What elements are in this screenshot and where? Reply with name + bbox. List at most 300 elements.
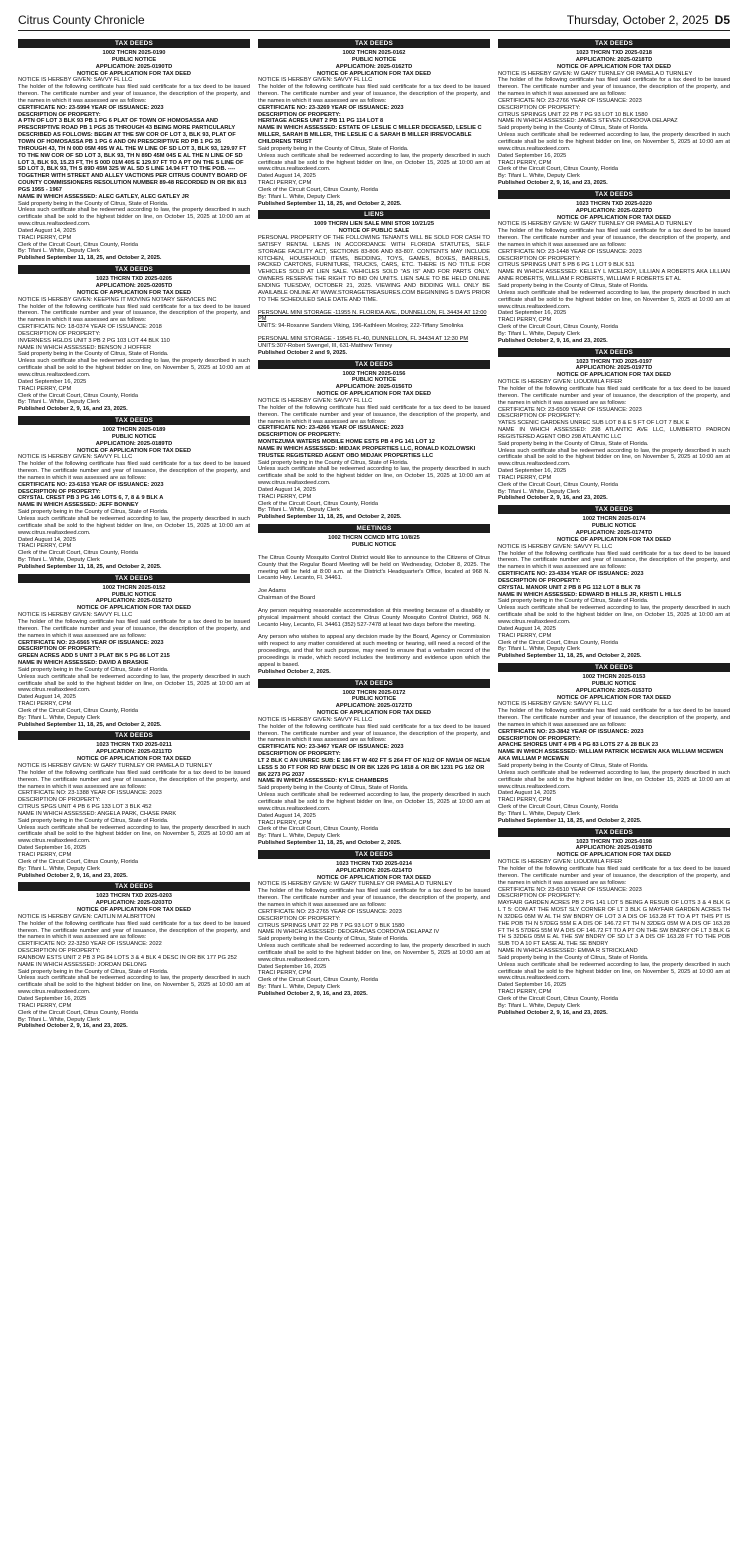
section-header: TAX DEEDS xyxy=(498,505,730,514)
notice-bold-text: Published September 11, 18, 25, and October 2, 2025. xyxy=(258,840,402,847)
notice-bold-text: DESCRIPTION OF PROPERTY: xyxy=(18,488,101,495)
notice-text: The holder of the following certificate has filed said certificate for a tax deed to be issued thereon. The certificate number and year of issuance, the description of the property, and the names in which it was assessed are as follows: xyxy=(258,888,490,908)
notice-bold-text: CERTIFICATE NO: 23-4266 YEAR OF ISSUANCE: 2023 xyxy=(258,425,404,432)
notice-text: NOTICE IS HEREBY GIVEN: W GARY TURNLEY OR PAMELA D TURNLEY xyxy=(498,70,693,77)
notice-heading: 1002 THCRN 2025-0174 xyxy=(582,516,646,523)
notice-text: TRACI PERRY, CPM xyxy=(498,317,552,324)
notice-text: By: Tifani L. White, Deputy Clerk xyxy=(498,810,580,817)
notice-text: Unless such certificate shall be redeemed according to law, the property described in such certificate shall be sold to the highest bidder on line, on October 15, 2025 at 10:00 am at www.citrus.realtaxdeed.com. xyxy=(18,207,250,228)
notice-text: The holder of the following certificate has filed said certificate for a tax deed to be issued thereon. The certificate number and year of issuance, the description of the property, and the names in which it was assessed are as follows: xyxy=(18,618,250,639)
notice-heading: PUBLIC NOTICE xyxy=(591,680,637,687)
notice-text: The holder of the following certificate has filed said certificate for a tax deed to be issued thereon. The certificate number and year of issuance, the description of the property, and the names in which it was assessed are as follows: xyxy=(18,769,250,790)
notice-text: Clerk of the Circuit Court, Citrus County, Florida xyxy=(18,550,139,557)
notice-text: Unless such certificate shall be redeemed according to law, the property described in such certificate shall be sold to the highest bidder on line, on November 5, 2025 at 10:00 am at www.citrus.realtaxdeed.com. xyxy=(18,824,250,845)
section-header: TAX DEEDS xyxy=(18,731,250,740)
notice-underlined-text: PERSONAL MINI STORAGE -11955 N. FLORIDA AVE., DUNNELLON, FL 34434 AT 12:00 PM xyxy=(258,309,487,323)
notice-text: YATES SCENIC GARDENS UNREC SUB LOT 8 & E 5 FT OF LOT 7 BLK E xyxy=(498,420,690,427)
notice-text: Unless such certificate shall be redeemed according to law, the property described in such certificate shall be sold to the highest bidder on line, on October 15, 2025 at 10:00 am at www.citrus.realtaxdeed.com. xyxy=(258,466,490,487)
notice-text: The holder of the following certificate has filed said certificate for a tax deed to be issued thereon. The certificate number and year of issuance, the description of the property, and the names in which it was assessed are as follows: xyxy=(18,461,250,481)
notice-text: CITRUS SPRINGS UNIT 22 PB 7 PG 93 LOT 9 BLK 1580 xyxy=(258,922,405,929)
notice-text: Dated September 16, 2025 xyxy=(18,996,87,1002)
notice-heading: PUBLIC NOTICE xyxy=(591,523,637,530)
notice-text: NOTICE IS HEREBY GIVEN: SAVVY FL LLC xyxy=(18,454,133,461)
notice-text: DESCRIPTION OF PROPERTY: xyxy=(498,255,581,262)
notice-heading: PUBLIC NOTICE xyxy=(351,377,397,384)
notice-text: By: Tifani L. White, Deputy Clerk xyxy=(18,399,100,406)
notice-heading: PUBLIC NOTICE xyxy=(351,56,397,63)
notice-text: Clerk of the Circuit Court, Citrus County, Florida xyxy=(18,858,139,865)
notice-text: Clerk of the Circuit Court, Citrus County, Florida xyxy=(498,804,619,811)
notice-bold-text: CRYSTAL MANOR UNIT 2 PB 8 PG 112 LOT 8 BLK 78 xyxy=(498,584,641,591)
notice-text: NAME IN WHICH ASSESSED: JAMES STEVEN CORDOVA DELAPAZ xyxy=(498,118,678,125)
notice-text: NOTICE IS HEREBY GIVEN: SAVVY FL LLC xyxy=(498,701,613,708)
section-header: TAX DEEDS xyxy=(18,416,250,425)
notice-text: CERTIFICATE NO: 23-2766 YEAR OF ISSUANCE: 2023 xyxy=(498,97,642,104)
notice-text: NOTICE IS HEREBY GIVEN: SAVVY FL LLC xyxy=(258,397,373,404)
notice-text: CITRUS SPRINGS UNIT 5 PB 6 PG 1 LOT 9 BLK 511 xyxy=(498,262,635,269)
notice-heading: 1023 THCRN TXD 2025-0203 xyxy=(96,893,172,900)
notice-heading: NOTICE OF APPLICATION FOR TAX DEED xyxy=(77,756,191,763)
notice-heading: NOTICE OF APPLICATION FOR TAX DEED xyxy=(557,536,671,543)
notice-text: CITRUS SPGS UNIT 4 PB 6 PG 133 LOT 3 BLK 452 xyxy=(18,804,152,811)
notice-heading: APPLICATION: 2025-0218TD xyxy=(575,56,653,63)
notice-bold-text: Published September 11, 18, 25, and October 2, 2025. xyxy=(18,721,162,728)
notice-heading: NOTICE OF APPLICATION FOR TAX DEED xyxy=(77,289,191,296)
notice-text: Unless such certificate shall be redeemed according to law, the property described in such certificate shall be sold to the highest bidder on line, on October 15, 2025 at 10:00 am at www.citrus.realtaxdeed.com. xyxy=(18,516,250,536)
notice-bold-text: Published October 2, 9, 16, and 23, 2025. xyxy=(18,406,128,413)
section-header: TAX DEEDS xyxy=(18,574,250,583)
section-header: TAX DEEDS xyxy=(18,265,250,274)
notice-heading: APPLICATION: 2025-0190TD xyxy=(95,63,173,70)
notice-heading: NOTICE OF PUBLIC SALE xyxy=(338,228,410,235)
notice-text: Clerk of the Circuit Court, Citrus County, Florida xyxy=(18,241,139,248)
notice-text: NOTICE IS HEREBY GIVEN: SAVVY FL LLC xyxy=(498,543,613,550)
notice-bold-text: Published October 2, 2025. xyxy=(258,668,331,675)
notice-text: Unless such certificate shall be redeemed according to law, the property described in such certificate shall be sold to the highest bidder on line, on November 5, 2025 at 10:00 am at www.citrus.realtaxdeed.com. xyxy=(498,289,730,310)
notice-text: NAME IN WHICH ASSESSED: BENSON J HOFFER xyxy=(18,344,152,351)
notice-text: TRACI PERRY, CPM xyxy=(498,632,552,639)
notice-bold-text: A PTN OF LOT 3 BLK 93 PB 1 PG 6 PLAT OF TOWN OF HOMOSASSA AND PRESCRIPTIVE ROAD PB 1 PGS 35 THROUGH 43 BEING MORE PARTICULARLY DESCRIBED AS FOLLOWS: BEGIN AT THE SW COR OF LOT 3, BLK 93, PLAT OF TOWN OF HOMOSASSA PB 1 PG 6 AND ON PRESCRIPTIVE RD PB 1 PG 35 THROUGH 43, TH N 00D 05M 49S W AL THE W LINE OF SD LOT 3, BLK 93, 129.97 FT TO THE NW COR OF SD LOT 3, BLK 93, TH N 89D 45M 04S E AL THE N LINE OF SD LOT 3, BLK 93, 15.23 FT, TH S 00D 01M 40S E 129.97 FT TO A PT ON THE S LINE OF SD LOT 3, BLK 93, TH S 89D 45M 32S W AL SD S LINE 14.94 FT TO THE POB. ---- TOGETHER WITH STREET AND ALLEY VACTIONS PER CITRUS COUNTY BOARD OF COUNTY COMMISSIONERS RESOLUTION NUMBER 89-48 RECORDED IN OR BK 813 PGS 1955 - 1967 xyxy=(18,118,248,193)
notice-text: TRACI PERRY, CPM xyxy=(18,701,72,708)
notice-bold-text: CERTIFICATE NO: 23-6565 YEAR OF ISSUANCE: 2023 xyxy=(18,639,164,646)
notice-heading: APPLICATION: 2025-0220TD xyxy=(575,207,653,214)
notice-text: Dated September 16, 2025 xyxy=(498,310,567,317)
notice-text: Clerk of the Circuit Court, Citrus County, Florida xyxy=(18,392,139,399)
notice-heading: NOTICE OF APPLICATION FOR TAX DEED xyxy=(557,214,671,221)
notice-text: NOTICE IS HEREBY GIVEN: LIOUDMILA FIFER xyxy=(498,379,623,386)
notice-heading: 1002 THCRN CCMCD MTG 10/8/25 xyxy=(328,535,420,542)
notice-text: Any person requiring reasonable accommodation at this meeting because of a disability or physical impairment should contact the Citrus County Mosquito Control District, 968 N. Lecanto Hwy, Lecanto, Fl. 34461 (352) 527-7478 at least two days before the meeting. xyxy=(258,607,490,628)
notice-text: The holder of the following certificate has filed said certificate for a tax deed to be issued thereon. The certificate number and year of issuance, the description of the property, and the names in which it was assessed are as follows: xyxy=(498,77,730,98)
notice-text: Said property being in the County of Citrus, State of Florida. xyxy=(258,145,409,152)
notice-text: DESCRIPTION OF PROPERTY: xyxy=(498,104,581,111)
notice-text: Unless such certificate shall be redeemed according to law, the property described in such certificate shall be sold to the highest bidder on line, on November 5, 2025 at 10:00 am at www.citrus.realtaxdeed.com. xyxy=(18,975,250,996)
notice-text: CERTIFICATE NO: 23-1448 YEAR OF ISSUANCE: 2023 xyxy=(498,248,642,255)
notice-text: Dated August 14, 2025 xyxy=(18,694,76,701)
notice-text: TRACI PERRY, CPM xyxy=(18,385,72,392)
notice-text: By: Tifani L. White, Deputy Clerk xyxy=(18,1016,100,1023)
notice-heading: NOTICE OF APPLICATION FOR TAX DEED xyxy=(77,70,191,77)
notice-bold-text: Published September 11, 18, 25, and October 2, 2025. xyxy=(18,563,162,570)
notice-text: Said property being in the County of Citrus, State of Florida. xyxy=(498,598,649,605)
notice-text: By: Tifani L. White, Deputy Clerk xyxy=(498,1002,580,1009)
notice-text: UNITS:307-Robert Swengel, III, 631-Matthew Tenney xyxy=(258,342,393,349)
notice-heading: APPLICATION: 2025-0152TD xyxy=(95,598,173,605)
notice-bold-text: NAME IN WHICH ASSESSED: KYLE CHAMBERS xyxy=(258,778,389,785)
masthead-right xyxy=(567,13,730,27)
notice-text: RAINBOW ESTS UNIT 2 PB 3 PG 84 LOTS 3 & 4 BLK 4 DESC IN OR BK 177 PG 252 xyxy=(18,954,237,961)
notice-bold-text: Published October 2, 9, 16, and 23, 2025. xyxy=(498,495,608,502)
notice-bold-text: LT 2 BLK C AN UNREC SUB: E 186 FT W 402 FT S 264 FT OF N1/2 OF NW1/4 OF NE1/4 LESS S 30 FT FOR RD R/W DESC IN OR BK 1226 PG 1818 & OR BK 1231 PG 162 OR BK 2273 PG 2037 xyxy=(258,757,490,778)
notice-heading: 1023 THCRN TXD 2025-0198 xyxy=(576,838,652,845)
notice-text: Unless such certificate shall be redeemed according to law, the property described in such certificate shall be sold to the highest bidder on line, on November 5, 2025 at 10:00 am at www.citrus.realtaxdeed.com. xyxy=(498,132,730,152)
notice-text: Said property being in the County of Citrus, State of Florida. xyxy=(18,351,169,358)
notice-text: By: Tifani L. White, Deputy Clerk xyxy=(498,330,580,337)
notice-heading: NOTICE OF APPLICATION FOR TAX DEED xyxy=(77,605,191,612)
notice-text: By: Tifani L. White, Deputy Clerk xyxy=(258,833,340,840)
notice-bold-text: DESCRIPTION OF PROPERTY: xyxy=(498,577,581,584)
notice-text: Dated September 16, 2025 xyxy=(498,982,567,989)
notice-text: Clerk of the Circuit Court, Citrus County, Florida xyxy=(498,324,619,331)
section-header: TAX DEEDS xyxy=(258,39,490,48)
notice-text: CERTIFICATE NO: 22-3250 YEAR OF ISSUANCE: 2022 xyxy=(18,941,162,948)
notice-text: NOTICE IS HEREBY GIVEN: SAVVY FL LLC xyxy=(18,77,133,84)
notice-text: The holder of the following certificate has filed said certificate for a tax deed to be issued thereon. The certificate number and year of issuance, the description of the property, and the names in which it was assessed are as follows: xyxy=(18,920,250,941)
notice-heading: APPLICATION: 2025-0172TD xyxy=(335,703,413,710)
notice-text: Clerk of the Circuit Court, Citrus County, Florida xyxy=(18,707,139,714)
notice-heading: NOTICE OF APPLICATION FOR TAX DEED xyxy=(317,70,431,77)
notice-text: The Citrus County Mosquito Control District would like to announce to the Citizens of Citrus County that the Regular Board Meeting will be held on Wednesday, October 8, 2025. The meeting will be held at 8:00 a.m. at the District's Headquarter's Office, located at 968 N. Lecanto Hwy. Lecanto, Fl. 34461. xyxy=(258,554,490,582)
notice-text: NAME IN WHICH ASSESSED: EMMA R STRICKLAND xyxy=(498,948,638,955)
notice-text: Dated September 16, 2025 xyxy=(18,845,87,852)
notice-bold-text: DESCRIPTION OF PROPERTY: xyxy=(258,111,341,118)
notice-text: NOTICE IS HEREBY GIVEN: SAVVY FL LLC xyxy=(258,77,373,84)
notice-text: Said property being in the County of Citrus, State of Florida. xyxy=(498,440,649,447)
notice-heading: 1002 THCRN 2025-0162 xyxy=(342,50,406,56)
notice-bold-text: Published October 2 and 9, 2025. xyxy=(258,349,348,356)
notice-bold-text: DESCRIPTION OF PROPERTY: xyxy=(258,751,341,758)
notice-text: TRACI PERRY, CPM xyxy=(18,543,72,550)
notice-text: Clerk of the Circuit Court, Citrus County, Florida xyxy=(498,996,619,1002)
notice-bold-text: DESCRIPTION OF PROPERTY: xyxy=(498,735,581,742)
notice-text: NAME IN WHICH ASSESSED: KELLEY L MCELROY, LILLIAN A ROBERTS AKA LILLIAN ANNE ROBERTS, WILLIAM F ROBERTS, WILLIAM F ROBERTS ET AL xyxy=(498,269,730,283)
notice-text: Unless such certificate shall be redeemed according to law, the property described in such certificate shall be sold to the highest bidder on line, on November 5, 2025 at 10:00 am at www.citrus.realtaxdeed.com. xyxy=(498,961,730,982)
notice-text: TRACI PERRY, CPM xyxy=(18,851,72,858)
notice-text: UNITS: 94-Roxanne Sanders Viking, 196-Kathleen Mcelroy, 222-Tiffany Smolinka xyxy=(258,323,464,330)
notice-text: TRACI PERRY, CPM xyxy=(18,234,72,241)
legal-notices-column-1 xyxy=(18,36,250,1536)
notice-heading: 1002 THCRN 2025-0156 xyxy=(342,370,406,377)
notice-text: The holder of the following certificate has filed said certificate for a tax deed to be issued thereon. The certificate number and year of issuance, the description of the property, and the names in which it was assessed are as follows: xyxy=(258,84,490,104)
notice-text: By: Tifani L. White, Deputy Clerk xyxy=(498,173,580,180)
section-header: TAX DEEDS xyxy=(258,360,490,369)
notice-text: TRACI PERRY, CPM xyxy=(498,989,552,996)
notice-text: DESCRIPTION OF PROPERTY: xyxy=(18,948,101,955)
notice-text: Dated August 14, 2025 xyxy=(258,486,316,493)
section-header: MEETINGS xyxy=(258,524,490,533)
notice-bold-text: CERTIFICATE NO: 23-3269 YEAR OF ISSUANCE: 2023 xyxy=(258,104,404,111)
section-header: TAX DEEDS xyxy=(498,663,730,672)
legal-notices-column-3 xyxy=(498,36,730,1536)
notice-heading: APPLICATION: 2025-0214TD xyxy=(335,867,413,874)
notice-text: TRACI PERRY, CPM xyxy=(498,474,552,481)
notice-text: NOTICE IS HEREBY GIVEN: KEEPING IT MOVING NOTARY SERVICES INC xyxy=(18,296,217,303)
notice-text: DESCRIPTION OF PROPERTY: xyxy=(258,915,341,922)
notice-text: Unless such certificate shall be redeemed according to law, the property described in such certificate shall be sold to the highest bidder on line, on November 5, 2025 at 10:00 am at www.citrus.realtaxdeed.com. xyxy=(498,447,730,468)
notice-heading: PUBLIC NOTICE xyxy=(351,542,397,548)
notice-text: Joe Adams xyxy=(258,588,287,595)
notice-heading: NOTICE OF APPLICATION FOR TAX DEED xyxy=(557,852,671,859)
notice-text: DESCRIPTION OF PROPERTY: xyxy=(498,893,581,900)
notice-text: Clerk of the Circuit Court, Citrus County, Florida xyxy=(498,166,619,173)
notice-text: Said property being in the County of Citrus, State of Florida. xyxy=(498,283,649,289)
notice-heading: PUBLIC NOTICE xyxy=(111,591,157,598)
notice-bold-text: CRYSTAL CREST PB 3 PG 146 LOTS 6, 7, 8 & 9 BLK A xyxy=(18,495,164,502)
notice-bold-text: APACHE SHORES UNIT 4 PB 4 PG 83 LOTS 27 & 28 BLK 23 xyxy=(498,742,659,749)
notice-heading: APPLICATION: 2025-0211TD xyxy=(95,749,173,756)
notice-text: INVERNESS HGLDS UNIT 3 PB 2 PG 103 LOT 44 BLK 110 xyxy=(18,337,170,344)
section-header: TAX DEEDS xyxy=(498,190,730,199)
notice-text: CITRUS SPRINGS UNIT 22 PB 7 PG 93 LOT 10 BLK 1580 xyxy=(498,111,648,118)
notice-text: Unless such certificate shall be redeemed according to law, the property described in such certificate shall be sold to the highest bidder on line, on October 15, 2025 at 10:00 am at www.citrus.realtaxdeed.com. xyxy=(258,152,490,173)
notice-text: CERTIFICATE NO: 23-1388 YEAR OF ISSUANCE: 2023 xyxy=(18,790,162,797)
notice-heading: 1002 THCRN 2025-0190 xyxy=(102,50,166,56)
notice-bold-text: Published October 2, 9, 16, and 23, 2025. xyxy=(18,1023,128,1030)
notice-text: The holder of the following certificate has filed said certificate for a tax deed to be issued thereon. The certificate number and year of issuance, the description of the property, and the names in which it was assessed are as follows: xyxy=(18,84,250,104)
page-masthead xyxy=(18,12,730,31)
section-header: TAX DEEDS xyxy=(258,850,490,859)
notice-text: Clerk of the Circuit Court, Citrus County, Florida xyxy=(258,186,379,193)
notice-text: Unless such certificate shall be redeemed according to law, the property described in such certificate shall be sold to the highest bidder on line, on November 5, 2025 at 10:00 am at www.citrus.realtaxdeed.com. xyxy=(258,943,490,963)
notice-text: By: Tifani L. White, Deputy Clerk xyxy=(258,193,340,200)
notice-text: TRACI PERRY, CPM xyxy=(258,493,312,500)
notice-text: CERTIFICATE NO: 23-2765 YEAR OF ISSUANCE: 2023 xyxy=(258,908,402,915)
notice-heading: 1023 THCRN TXD 2025-0197 xyxy=(576,358,652,365)
notice-bold-text: CERTIFICATE NO: 23-5994 YEAR OF ISSUANCE: 2023 xyxy=(18,104,164,111)
notice-text: Dated September 16, 2025 xyxy=(258,963,327,970)
notice-text: TRACI PERRY, CPM xyxy=(498,159,552,166)
notice-text: PERSONAL PROPERTY OF THE FOLLOWING TENANTS WILL BE SOLD FOR CASH TO SATISFY RENTAL LIENS IN ACCORDANCE WITH FLORIDA STATUTES, SELF STORAGE FACILITY ACT, SECTIONS 83-806 AND 83-807. CONTENTS MAY INCLUDE KITCHEN, HOUSEHOLD ITEMS, BEDDING, TOYS, GAMES, BOXES, BARRELS, PACKED CARTONS, FURNITURE, TRUCKS, CARS, ETC. THERE IS NO TITLE FOR VEHICLES SOLD AT LIEN SALE. VEHICLES SOLD "AS IS" AND FOR PARTS ONLY. OWNERS RESERVE THE RIGHT TO BID ON UNITS. LIEN SALE TO BE HELD ONLINE ENDING TUESDAY, OCTOBER 21, 2025. VIEWING AND BIDDING WILL ONLY BE AVAILABLE ONLINE AT WWW.STORAGETREASURES.COM BEGINNING 5 DAYS PRIOR TO THE SCHEDULED SALE DATE AND TIME. xyxy=(258,235,490,303)
notice-heading: APPLICATION: 2025-0162TD xyxy=(335,63,413,70)
notice-text: Said property being in the County of Citrus, State of Florida. xyxy=(18,509,169,516)
notice-text: TRACI PERRY, CPM xyxy=(18,1002,72,1009)
notice-text: The holder of the following certificate has filed said certificate for a tax deed to be issued thereon. The certificate number and year of issuance, the description of the property, and the names in which it was assessed are as follows: xyxy=(498,865,730,886)
section-header: TAX DEEDS xyxy=(18,39,250,48)
notice-text: The holder of the following certificate has filed said certificate for a tax deed to be issued thereon. The certificate number and year of issuance, the description of the property, and the names in which it was assessed are as follows: xyxy=(258,404,490,425)
notice-bold-text: HERITAGE ACRES UNIT 2 PB 11 PG 114 LOT 8 xyxy=(258,118,384,125)
notice-text: Dated August 14, 2025 xyxy=(258,812,316,819)
notice-bold-text: DESCRIPTION OF PROPERTY: xyxy=(258,432,341,439)
notice-bold-text: CERTIFICATE NO: 23-6153 YEAR OF ISSUANCE: 2023 xyxy=(18,481,164,488)
notice-text: By: Tifani L. White, Deputy Clerk xyxy=(258,507,340,514)
notice-text: Said property being in the County of Citrus, State of Florida. xyxy=(258,459,409,466)
legal-notices-column-2 xyxy=(258,36,490,1536)
notice-heading: NOTICE OF APPLICATION FOR TAX DEED xyxy=(557,63,671,70)
notice-text: Clerk of the Circuit Court, Citrus County, Florida xyxy=(498,639,619,646)
notice-heading: PUBLIC NOTICE xyxy=(111,56,157,63)
notice-text: CERTIFICATE NO: 23-6510 YEAR OF ISSUANCE: 2023 xyxy=(498,886,642,893)
notice-text: Dated August 14, 2025 xyxy=(498,790,556,797)
notice-heading: 1002 THCRN 2025-0172 xyxy=(342,689,406,696)
notice-text: By: Tifani L. White, Deputy Clerk xyxy=(18,714,100,721)
notice-text: Unless such certificate shall be redeemed according to law, the property described in such certificate shall be sold to the highest bidder on line, on October 15, 2025 at 10:00 am at www.citrus.realtaxdeed.com. xyxy=(18,673,250,694)
notice-heading: 1023 THCRN TXD 2025-0205 xyxy=(96,276,172,283)
notice-text: Dated September 16, 2025 xyxy=(498,152,567,159)
notice-heading: 1023 THCRN TXD 2025-0218 xyxy=(576,50,652,56)
notice-heading: PUBLIC NOTICE xyxy=(111,433,157,440)
notice-text: NAME IN WHICH ASSESSED: DEOGRACIAS CORDOVA DELAPAZ IV xyxy=(258,929,440,936)
notice-text: CERTIFICATE NO: 18-0374 YEAR OF ISSUANCE: 2018 xyxy=(18,324,162,331)
notice-text: Said property being in the County of Citrus, State of Florida. xyxy=(18,968,169,975)
issue-date: Thursday, October 2, 2025 xyxy=(566,13,709,27)
notice-text: Clerk of the Circuit Court, Citrus County, Florida xyxy=(498,481,619,488)
notice-text: Said property being in the County of Citrus, State of Florida. xyxy=(18,817,169,824)
newspaper-name: Citrus County Chronicle xyxy=(18,13,145,27)
notice-text: TRACI PERRY, CPM xyxy=(498,797,552,804)
notice-text: NOTICE IS HEREBY GIVEN: SAVVY FL LLC xyxy=(258,716,373,723)
notice-bold-text: Published October 2, 9, 16, and 23, 2025. xyxy=(258,990,368,997)
notice-text: TRACI PERRY, CPM xyxy=(258,819,312,826)
notice-heading: NOTICE OF APPLICATION FOR TAX DEED xyxy=(317,391,431,398)
notice-text: NAME IN WHICH ASSESSED: ANGELA PARK, CHASE PARK xyxy=(18,810,177,817)
notice-heading: APPLICATION: 2025-0189TD xyxy=(95,440,173,447)
notice-text: Clerk of the Circuit Court, Citrus County, Florida xyxy=(18,1009,139,1016)
notice-heading: 1023 THCRN TXD 2025-0214 xyxy=(336,860,412,867)
notice-text: NAME IN WHICH ASSESSED: 298 ATLANTIC AVE LLC, LUMBERTO PADRON REGISTERED AGENT OBO 298 ATLANTIC LLC xyxy=(498,427,730,440)
notice-text: NAME IN WHICH ASSESSED: JORDAN DELONG xyxy=(18,961,147,968)
notice-text: NOTICE IS HEREBY GIVEN: LIOUDMILA FIFER xyxy=(498,859,623,866)
notice-text: DESCRIPTION OF PROPERTY: xyxy=(498,413,581,420)
notice-heading: 1002 THCRN 2025-0153 xyxy=(582,674,646,681)
section-header: TAX DEEDS xyxy=(258,679,490,688)
notice-text: Dated August 14, 2025 xyxy=(498,625,556,632)
notice-text: TRACI PERRY, CPM xyxy=(258,970,312,977)
notice-text: TRACI PERRY, CPM xyxy=(258,180,312,187)
notice-underlined-text: PERSONAL MINI STORAGE - 19545 FL-40, DUNNELLON, FL 34434 AT 12:30 PM xyxy=(258,336,469,343)
notice-heading: APPLICATION: 2025-0197TD xyxy=(575,365,653,372)
notice-text: By: Tifani L. White, Deputy Clerk xyxy=(498,646,580,653)
notice-bold-text: Published September 11, 18, 25, and October 2, 2025. xyxy=(498,653,642,660)
notice-text: Said property being in the County of Citrus, State of Florida. xyxy=(258,936,409,943)
notice-text: Unless such certificate shall be redeemed according to law, the property described in such certificate shall be sold to the highest bidder on line, on October 15, 2025 at 10:00 am at www.citrus.realtaxdeed.com. xyxy=(498,605,730,625)
section-header: TAX DEEDS xyxy=(18,882,250,891)
section-header: LIENS xyxy=(258,210,490,219)
notice-text: The holder of the following certificate has filed said certificate for a tax deed to be issued thereon. The certificate number and year of issuance, the description of the property, and the names in which it was assessed are as follows: xyxy=(18,303,250,324)
notice-bold-text: Published September 11, 18, 25, and October 2, 2025. xyxy=(18,255,162,262)
notice-heading: APPLICATION: 2025-0203TD xyxy=(95,900,173,907)
notice-bold-text: Published October 2, 9, 16, and 23, 2025. xyxy=(498,180,608,187)
notice-bold-text: NAME IN WHICH ASSESSED: MIDJAK PROPERTIES LLC, RONALD KOZLOWSKI TRUSTEE REGISTERED AGENT OBO MIDJAK PROPERTIES LLC xyxy=(258,445,476,459)
notice-text: Dated September 16, 2025 xyxy=(498,468,567,475)
notice-bold-text: CERTIFICATE NO: 23-3842 YEAR OF ISSUANCE: 2023 xyxy=(498,728,644,735)
notice-heading: 1002 THCRN 2025-0189 xyxy=(102,427,166,434)
notice-heading: 1002 THCRN 2025-0152 xyxy=(102,584,166,591)
notice-text: By: Tifani L. White, Deputy Clerk xyxy=(18,865,100,872)
notice-bold-text: MONTEZUMA WATERS MOBILE HOME ESTS PB 4 PG 141 LOT 12 xyxy=(258,439,435,446)
notice-bold-text: NAME IN WHICH ASSESSED: JEFF BONNEY xyxy=(18,502,139,509)
page-number: D5 xyxy=(714,13,730,27)
notice-text: Clerk of the Circuit Court, Citrus County, Florida xyxy=(258,826,379,833)
notice-text: Said property being in the County of Citrus, State of Florida. xyxy=(498,763,649,769)
notice-text: NOTICE IS HEREBY GIVEN: SAVVY FL LLC xyxy=(18,612,133,619)
notice-heading: NOTICE OF APPLICATION FOR TAX DEED xyxy=(317,710,431,717)
notice-text: CERTIFICATE NO: 23-6509 YEAR OF ISSUANCE: 2023 xyxy=(498,406,642,413)
notice-text: Said property being in the County of Citrus, State of Florida. xyxy=(18,200,169,207)
notice-heading: NOTICE OF APPLICATION FOR TAX DEED xyxy=(557,694,671,701)
notice-text: NOTICE IS HEREBY GIVEN: W GARY TURNLEY OR PAMELA D TURNLEY xyxy=(258,881,453,888)
notice-text: By: Tifani L. White, Deputy Clerk xyxy=(18,248,100,255)
section-header: TAX DEEDS xyxy=(498,828,730,837)
notice-heading: 1023 THCRN TXD 2025-0220 xyxy=(576,200,652,207)
notice-text: The holder of the following certificate has filed said certificate for a tax deed to be issued thereon. The certificate number and year of issuance, the description of the property, and the names in which it was assessed are as follows: xyxy=(498,708,730,728)
notice-heading: APPLICATION: 2025-0174TD xyxy=(575,530,653,536)
notice-bold-text: Published October 2, 9, 16, and 23, 2025. xyxy=(498,1009,608,1016)
notice-text: NOTICE IS HEREBY GIVEN: CAITLIN M ALBRITTON xyxy=(18,913,155,920)
notice-text: NOTICE IS HEREBY GIVEN: W GARY TURNLEY OR PAMELA D TURNLEY xyxy=(18,763,213,769)
notice-text: The holder of the following certificate has filed said certificate for a tax deed to be issued thereon. The certificate number and year of issuance, the description of the property, and the names in which it was assessed are as follows: xyxy=(258,723,490,744)
notice-text: Said property being in the County of Citrus, State of Florida. xyxy=(498,954,649,961)
notice-text: NOTICE IS HEREBY GIVEN: W GARY TURNLEY OR PAMELA D TURNLEY xyxy=(498,221,693,228)
notice-text: Said property being in the County of Citrus, State of Florida. xyxy=(498,125,649,132)
notice-bold-text: NAME IN WHICH ASSESSED: WILLIAM PATRICK MCEWEN AKA WILLIAM MCEWEN AKA WILLIAM P MCEWEN xyxy=(498,749,724,763)
notice-heading: PUBLIC NOTICE xyxy=(351,696,397,703)
notice-bold-text: Published September 11, 18, 25, and October 2, 2025. xyxy=(258,200,402,207)
notice-bold-text: NAME IN WHICH ASSESSED: EDWARD B HILLS JR, KRISTI L HILLS xyxy=(498,591,682,598)
notice-heading: APPLICATION: 2025-0153TD xyxy=(575,687,653,694)
notice-text: DESCRIPTION OF PROPERTY: xyxy=(18,797,101,804)
notice-bold-text: Published October 2, 9, 16, and 23, 2025. xyxy=(498,337,608,344)
notice-heading: 1009 THCRN LIEN SALE MINI STOR 10/21/25 xyxy=(313,221,434,228)
notice-bold-text: Published September 11, 18, 25, and October 2, 2025. xyxy=(258,514,402,521)
notice-bold-text: Published October 2, 9, 16, and 23, 2025. xyxy=(18,872,128,879)
notice-text: Said property being in the County of Citrus, State of Florida. xyxy=(18,666,169,673)
notice-heading: NOTICE OF APPLICATION FOR TAX DEED xyxy=(77,447,191,454)
notice-heading: APPLICATION: 2025-0198TD xyxy=(575,845,653,852)
notice-heading: 1023 THCRN TXD 2025-0211 xyxy=(96,742,172,749)
notice-bold-text: CERTIFICATE NO: 23-4334 YEAR OF ISSUANCE: 2023 xyxy=(498,571,644,578)
notice-text: Dated September 16, 2025 xyxy=(18,378,87,385)
notice-text: By: Tifani L. White, Deputy Clerk xyxy=(258,984,340,991)
notice-heading: NOTICE OF APPLICATION FOR TAX DEED xyxy=(77,907,191,914)
notice-bold-text: NAME IN WHICH ASSESSED: DAVID A BRASKIE xyxy=(18,660,149,667)
notice-heading: APPLICATION: 2025-0205TD xyxy=(95,283,173,289)
notice-bold-text: CERTIFICATE NO: 23-3467 YEAR OF ISSUANCE: 2023 xyxy=(258,744,404,751)
section-header: TAX DEEDS xyxy=(498,348,730,357)
notice-text: Clerk of the Circuit Court, Citrus County, Florida xyxy=(258,500,379,507)
section-header: TAX DEEDS xyxy=(498,39,730,48)
notice-text: DESCRIPTION OF PROPERTY: xyxy=(18,330,101,337)
notice-text: Dated August 14, 2025 xyxy=(18,536,76,543)
notice-bold-text: DESCRIPTION OF PROPERTY: xyxy=(18,111,101,118)
notice-text: Dated August 14, 2025 xyxy=(258,173,316,180)
notice-text: By: Tifani L. White, Deputy Clerk xyxy=(18,557,100,564)
notice-text: By: Tifani L. White, Deputy Clerk xyxy=(498,488,580,495)
notice-bold-text: NAME IN WHICH ASSESSED: ALEC GATLEY, ALEC GATLEY JR xyxy=(18,193,189,200)
notice-text: Unless such certificate shall be redeemed according to law, the property described in such certificate shall be sold to the highest bidder on line, on October 15, 2025 at 10:00 am at www.citrus.realtaxdeed.com. xyxy=(498,769,730,790)
notice-bold-text: GREEN ACRES ADD 5 UNIT 3 PLAT BK 5 PG 86 LOT 215 xyxy=(18,653,170,660)
notice-bold-text: NAME IN WHICH ASSESSED: ESTATE OF LESLIE C MILLER DECEASED, LESLIE C MILLER, SARAH B MILLER, THE LESLIE C & SARAH B MILLER IRREVOCABLE CHILDRENS TRUST xyxy=(258,125,482,145)
notice-bold-text: Published September 11, 18, 25, and October 2, 2025. xyxy=(498,817,642,824)
notice-text: The holder of the following certificate has filed said certificate for a tax deed to be issued thereon. The certificate number and year of issuance, the description of the property, and the names in which it was assessed are as follows: xyxy=(498,550,730,571)
notice-heading: NOTICE OF APPLICATION FOR TAX DEED xyxy=(317,874,431,881)
notice-text: Clerk of the Circuit Court, Citrus County, Florida xyxy=(258,977,379,984)
notice-text: Unless such certificate shall be redeemed according to law, the property described in such certificate shall be sold to the highest bidder on line, on October 15, 2025 at 10:00 am at www.citrus.realtaxdeed.com. xyxy=(258,792,490,812)
notice-text: The holder of the following certificate has filed said certificate for a tax deed to be issued thereon. The certificate number and year of issuance, the description of the property, and the names in which it was assessed are as follows: xyxy=(498,228,730,248)
notice-text: Unless such certificate shall be redeemed according to law, the property described in such certificate shall be sold to the highest bidder on line, on November 5, 2025 at 10:00 am at www.citrus.realtaxdeed.com. xyxy=(18,358,250,378)
notice-text: The holder of the following certificate has filed said certificate for a tax deed to be issued thereon. The certificate number and year of issuance, the description of the property, and the names in which it was assessed are as follows: xyxy=(498,385,730,406)
notice-heading: APPLICATION: 2025-0156TD xyxy=(335,384,413,391)
notice-text: Chairman of the Board xyxy=(258,595,316,602)
